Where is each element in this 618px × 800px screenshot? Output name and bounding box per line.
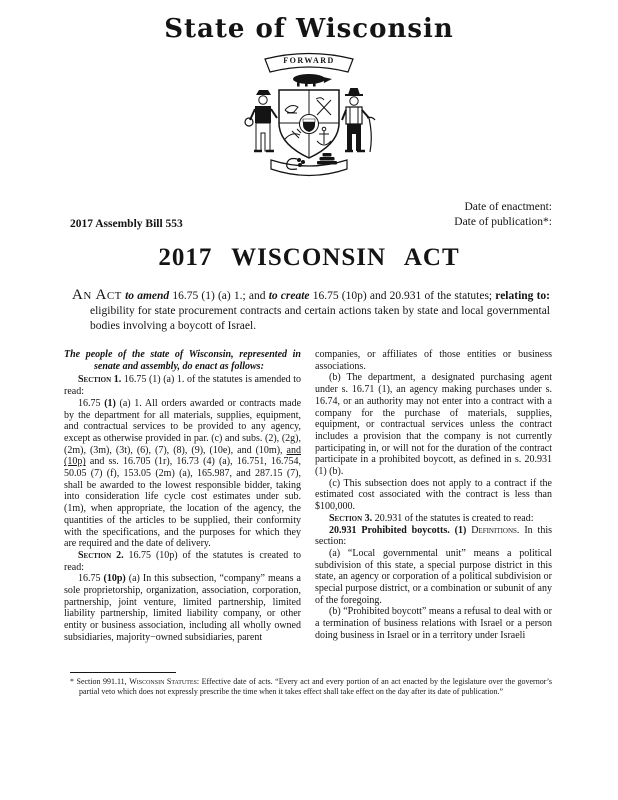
text-segment: (b) The department, a designated purchasing agent under s. 16.71 (1), an agency making purchases under s. 16.74, or an authority may not enter into a contract with a company for the purchase of materials, supplies, equipment, or contractual services unless the contract includes a provision that the company is not currently participating in, or will not for the duration of the contract participate in a prohibited boycott, as defined in s. 20.931 (1) (b). <box>315 372 552 478</box>
text-segment: (b) “Prohibited boycott” means a refusal to deal with or a termination of business relations with Israel or a person doing business in Israel or in a territory under Israeli <box>315 606 552 641</box>
text-segment: to amend <box>125 290 170 302</box>
bill-number: 2017 Assembly Bill 553 <box>70 218 183 230</box>
center-shield-icon <box>300 115 319 134</box>
footnote <box>70 677 552 697</box>
text-segment: and ss. 16.705 (1r), 16.73 (4) (a), 16.751, 16.754, 50.05 (7) (f), 153.05 (2m) (a), 165.987, and 287.15 (7), shall be awarded to the lowest responsible bidder, taking into consideration life cycle cost estimates under sub. (1m), when appropriate, the location of the agency, the quantities of the articles to be supplied, their conformity with the specifications, and the purposes for which they are required and the date of delivery. <box>64 456 301 550</box>
state-masthead: State of Wisconsin <box>164 14 454 44</box>
text-segment: (c) This subsection does not apply to a contract if the estimated cost associated with the contract is less than $100,000. <box>315 477 552 513</box>
text-segment: In this section: <box>315 524 553 548</box>
text-segment: The people of the state of Wisconsin, represented in senate and assembly, do enact as follows: <box>64 349 301 372</box>
text-segment: Section 3. <box>329 512 373 524</box>
text-segment: (10p) <box>103 573 126 585</box>
act-title: 2017 WISCONSIN ACT <box>158 244 460 271</box>
text-segment: relating to: <box>495 290 550 302</box>
paragraph <box>64 398 301 550</box>
text-segment: eligibility for state procurement contracts and certain actions taken by state and local governmental bodies involving a boycott of Israel. <box>90 305 550 332</box>
text-segment: 16.75 <box>78 573 104 585</box>
coat-of-arms-graphic <box>223 48 395 196</box>
text-segment: 16.75 (1) (a) 1.; and <box>169 290 269 302</box>
text-segment: 20.931 Prohibited boycotts. (1) <box>329 524 472 536</box>
text-segment: Section 2. <box>78 549 124 561</box>
badger-icon <box>293 74 332 87</box>
text-segment: Definitions. <box>471 524 520 536</box>
right-column <box>315 349 552 644</box>
lead-ingots-icon <box>317 153 337 165</box>
date-block <box>454 200 552 230</box>
footnote-separator <box>70 672 176 673</box>
paragraph <box>315 478 552 513</box>
date-of-enactment-label: Date of enactment: <box>464 201 552 213</box>
date-of-publication-label: Date of publication*: <box>454 216 552 228</box>
crest-motto: FORWARD <box>283 56 335 65</box>
text-segment: companies, or affiliates of those entities or business associations. <box>315 349 552 372</box>
text-segment: (a) “Local governmental unit” means a political subdivision of this state, a special purpose district in this state, an agency or corporation of a political subdivision or special purpose district, or a combination or subunit of any of the foregoing. <box>315 547 552 606</box>
text-segment: to create <box>268 290 310 302</box>
text-segment: 16.75 (10p) of the statutes is created to read: <box>64 549 301 573</box>
text-segment: 16.75 <box>78 397 105 409</box>
text-segment: and (10p) <box>64 444 301 468</box>
paragraph <box>315 606 552 641</box>
paragraph <box>64 374 301 397</box>
text-segment: * Section 991.11, <box>70 677 130 686</box>
act-preamble <box>72 288 550 334</box>
dates-row <box>70 200 552 230</box>
shield <box>279 90 339 158</box>
text-segment: (a) In this subsection, “company” means a sole proprietorship, organization, association, corporation, partnership, joint venture, limited partnership, limited liability partnership, limited liability company, or other entity or business association, including all wholly owned subsidiaries, majority−owned subsidiaries, parent <box>64 573 301 643</box>
sailor-figure <box>245 90 277 151</box>
text-segment: (a) 1. All orders awarded or contracts made by the department for all materials, supplies, equipment, and contractual services to be provided to any agency, except as otherwise provided in par. (c) and subs. (2), (2g), (2m), (3m), (3t), (6), (7), (8), (9), (10e), and (10m), <box>64 397 302 456</box>
text-segment: : Effective date of acts. “Every act and every portion of an act enacted by the legislature over the governor’s partial veto which does not expressly prescribe the time when it takes effect shall take effect on the day after its date of publication.” <box>79 677 552 696</box>
paragraph <box>315 513 552 525</box>
paragraph <box>64 573 301 643</box>
text-segment: An Act <box>72 287 122 303</box>
text-segment: 16.75 (1) (a) 1. of the statutes is amended to read: <box>64 374 302 398</box>
paragraph <box>315 349 552 372</box>
paragraph <box>64 349 301 372</box>
state-coat-of-arms <box>0 48 618 196</box>
paragraph <box>315 548 552 607</box>
paragraph <box>315 525 552 548</box>
paragraph <box>64 550 301 573</box>
text-segment: Section 1. <box>78 374 122 386</box>
text-segment: 16.75 (10p) and 20.931 of the statutes; <box>309 290 496 302</box>
left-column <box>64 349 301 644</box>
paragraph <box>315 372 552 477</box>
text-segment: Wisconsin Statutes <box>129 677 197 686</box>
text-segment: (1) <box>104 397 116 409</box>
miner-figure <box>342 89 375 152</box>
text-segment: 20.931 of the statutes is created to read: <box>372 512 534 524</box>
footnote-area <box>70 672 552 697</box>
act-body <box>64 349 552 644</box>
